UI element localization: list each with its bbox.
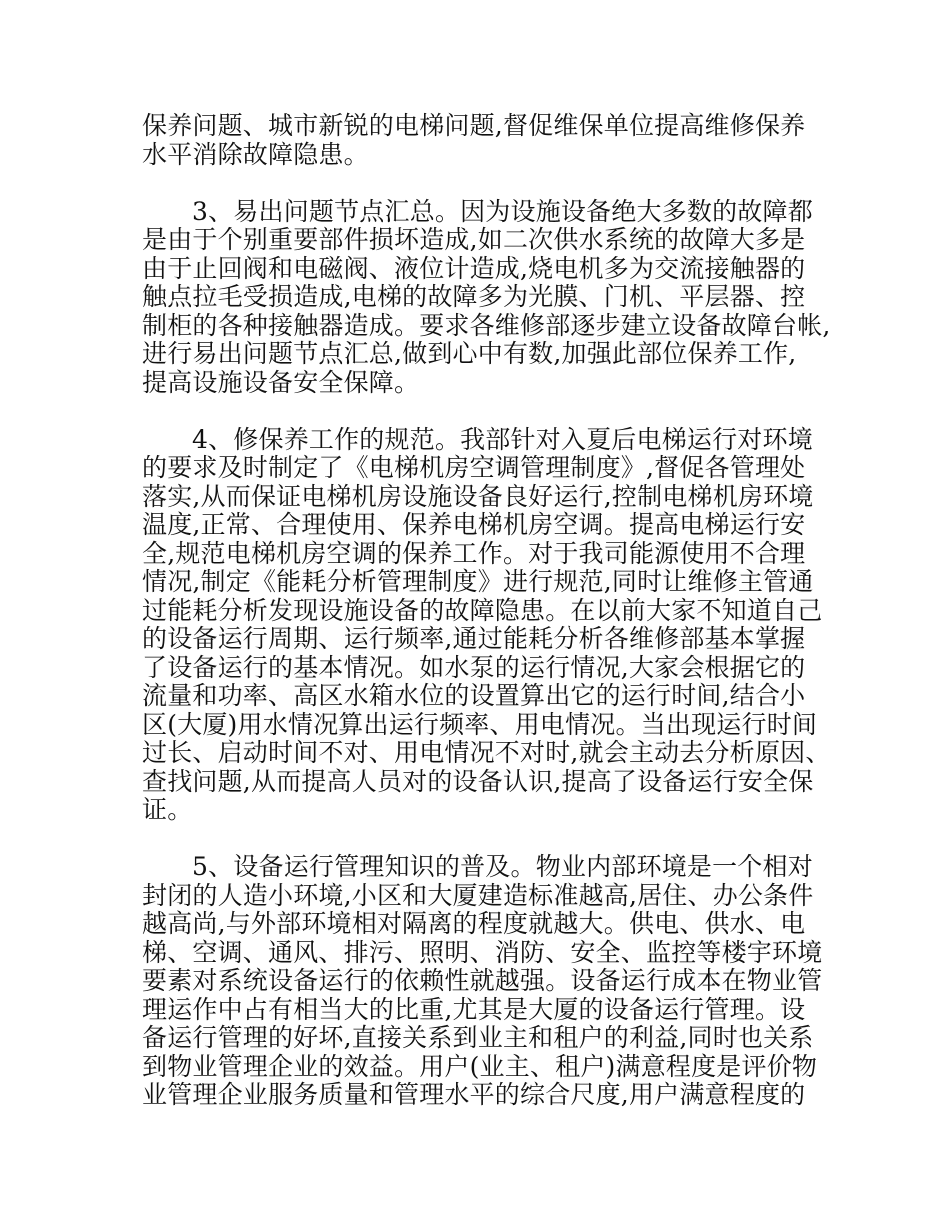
text-line: 到物业管理企业的效益。用户(业主、租户)满意程度是评价物 xyxy=(142,1051,818,1081)
paragraph-3 xyxy=(142,196,831,398)
paragraph-spacer xyxy=(142,825,810,854)
text-line: 业管理企业服务质量和管理水平的综合尺度,用户满意程度的 xyxy=(142,1080,806,1109)
text-line: 是由于个别重要部件损坏造成,如二次供水系统的故障大多是 xyxy=(142,225,806,254)
paragraph-4 xyxy=(142,424,831,825)
paragraph-5 xyxy=(142,852,823,1110)
text-line: 梯、空调、通风、排污、照明、消防、安全、监控等楼宇环境 xyxy=(142,937,823,967)
text-line: 封闭的人造小环境,小区和大厦建造标准越高,居住、办公条件 xyxy=(142,880,814,910)
text-line: 的要求及时制定了《电梯机房空调管理制度》,督促各管理处 xyxy=(142,453,806,482)
text-line: 制柜的各种接触器造成。要求各维修部逐步建立设备故障台帐, xyxy=(142,310,831,340)
text-line: 保养问题、城市新锐的电梯问题,督促维保单位提高维修保养 xyxy=(142,111,806,140)
text-line: 理运作中占有相当大的比重,尤其是大厦的设备运行管理。设 xyxy=(142,994,806,1024)
text-line: 流量和功率、高区水箱水位的设置算出它的运行时间,结合小 xyxy=(142,681,806,710)
text-line: 5、设备运行管理知识的普及。物业内部环境是一个相对 xyxy=(192,852,813,881)
text-line: 过能耗分析发现设施设备的故障隐患。在以前大家不知道自己 xyxy=(142,595,823,625)
text-line: 区(大厦)用水情况算出运行频率、用电情况。当出现运行时间 xyxy=(142,709,818,739)
text-line: 全,规范电梯机房空调的保养工作。对于我司能源使用不合理 xyxy=(142,538,806,568)
document-body xyxy=(142,111,831,1110)
text-line: 过长、启动时间不对、用电情况不对时,就会主动去分析原因、 xyxy=(142,738,831,767)
text-line: 提高设施设备安全保障。 xyxy=(142,367,420,397)
text-line: 证。 xyxy=(142,795,193,824)
text-line: 3、易出问题节点汇总。因为设施设备绝大多数的故障都 xyxy=(192,196,813,226)
text-line: 落实,从而保证电梯机房设施设备良好运行,控制电梯机房环境 xyxy=(142,481,814,511)
text-line: 触点拉毛受损造成,电梯的故障多为光膜、门机、平层器、控 xyxy=(142,282,806,311)
text-line: 进行易出问题节点汇总,做到心中有数,加强此部位保养工作, xyxy=(142,339,797,368)
text-line: 备运行管理的好坏,直接关系到业主和租户的利益,同时也关系 xyxy=(142,1023,814,1052)
text-line: 温度,正常、合理使用、保养电梯机房空调。提高电梯运行安 xyxy=(142,510,806,539)
paragraph-continuation xyxy=(142,112,810,169)
text-line: 4、修保养工作的规范。我部针对入夏后电梯运行对环境 xyxy=(192,424,813,454)
text-line: 越高尚,与外部环境相对隔离的程度就越大。供电、供水、电 xyxy=(142,909,806,938)
text-line: 了设备运行的基本情况。如水泵的运行情况,大家会根据它的 xyxy=(142,652,806,682)
text-line: 查找问题,从而提高人员对的设备认识,提高了设备运行安全保 xyxy=(142,766,814,796)
text-line: 水平消除故障隐患。 xyxy=(142,139,369,169)
text-line: 的设备运行周期、运行频率,通过能耗分析各维修部基本掌握 xyxy=(142,624,806,653)
text-line: 要素对系统设备运行的依赖性就越强。设备运行成本在物业管 xyxy=(142,966,823,995)
text-line: 由于止回阀和电磁阀、液位计造成,烧电机多为交流接触器的 xyxy=(142,253,806,283)
paragraph-spacer xyxy=(142,397,810,426)
text-line: 情况,制定《能耗分析管理制度》进行规范,同时让维修主管通 xyxy=(142,567,814,596)
paragraph-spacer xyxy=(142,169,810,198)
